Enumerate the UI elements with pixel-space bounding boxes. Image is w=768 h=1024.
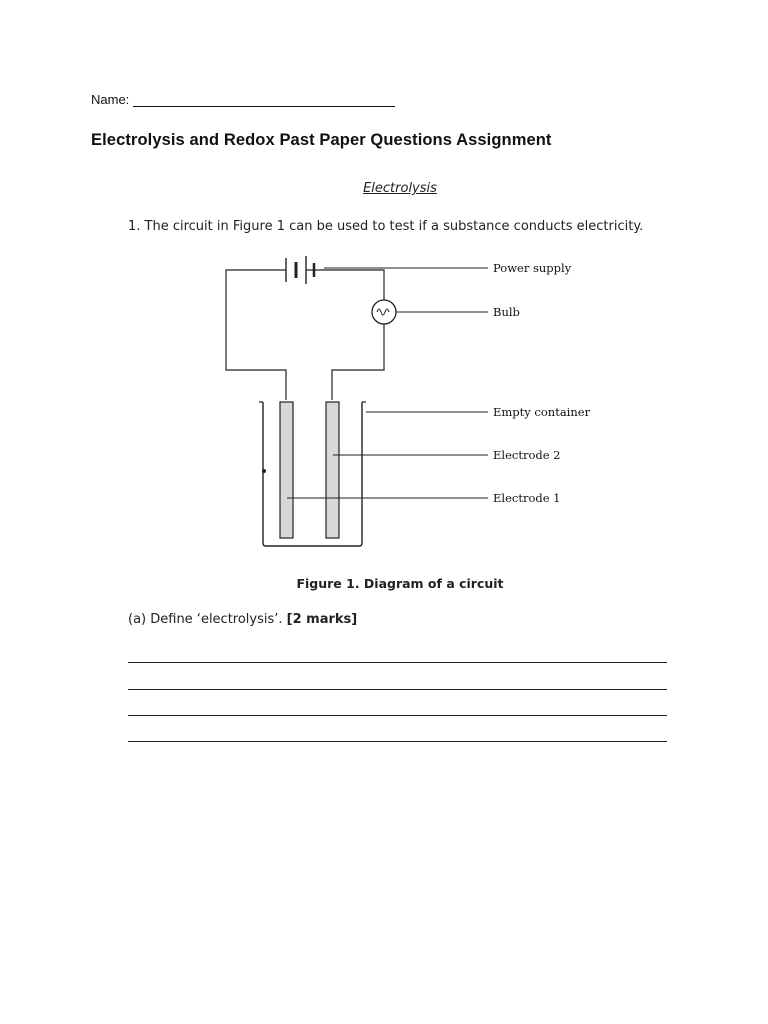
electrode-2-shape [326,402,339,538]
question-1a-marks: [2 marks] [286,612,358,627]
label-bulb: Bulb [493,305,520,319]
answer-line[interactable] [128,715,667,741]
question-1a [128,612,357,627]
empty-container-shape [263,402,362,546]
label-electrode-1: Electrode 1 [493,491,561,505]
question-1a-text: (a) Define ‘electrolysis’. [128,612,287,627]
question-1: 1. The circuit in Figure 1 can be used to test if a substance conducts electricity. [128,219,644,234]
wire-top-right [306,270,384,300]
answer-line[interactable] [128,662,667,689]
answer-line[interactable] [128,689,667,715]
circuit-diagram [206,250,596,555]
circuit-diagram-svg [206,250,596,555]
label-empty-container: Empty container [493,405,591,419]
wire-right [332,324,384,400]
name-label: Name: [91,92,130,107]
wire-left [226,270,286,400]
electrode-1-shape [280,402,293,538]
figure-caption: Figure 1. Diagram of a circuit [296,576,504,591]
bulb-icon [372,300,396,324]
page-title: Electrolysis and Redox Past Paper Questions Assignment [91,131,552,149]
answer-lines[interactable] [128,662,667,767]
name-field [91,92,395,107]
label-electrode-2: Electrode 2 [493,448,561,462]
answer-line[interactable] [128,741,667,767]
label-power-supply: Power supply [493,261,572,275]
name-blank-line[interactable] [133,92,395,107]
section-heading: Electrolysis [363,181,437,196]
circuit-wires [226,270,384,400]
